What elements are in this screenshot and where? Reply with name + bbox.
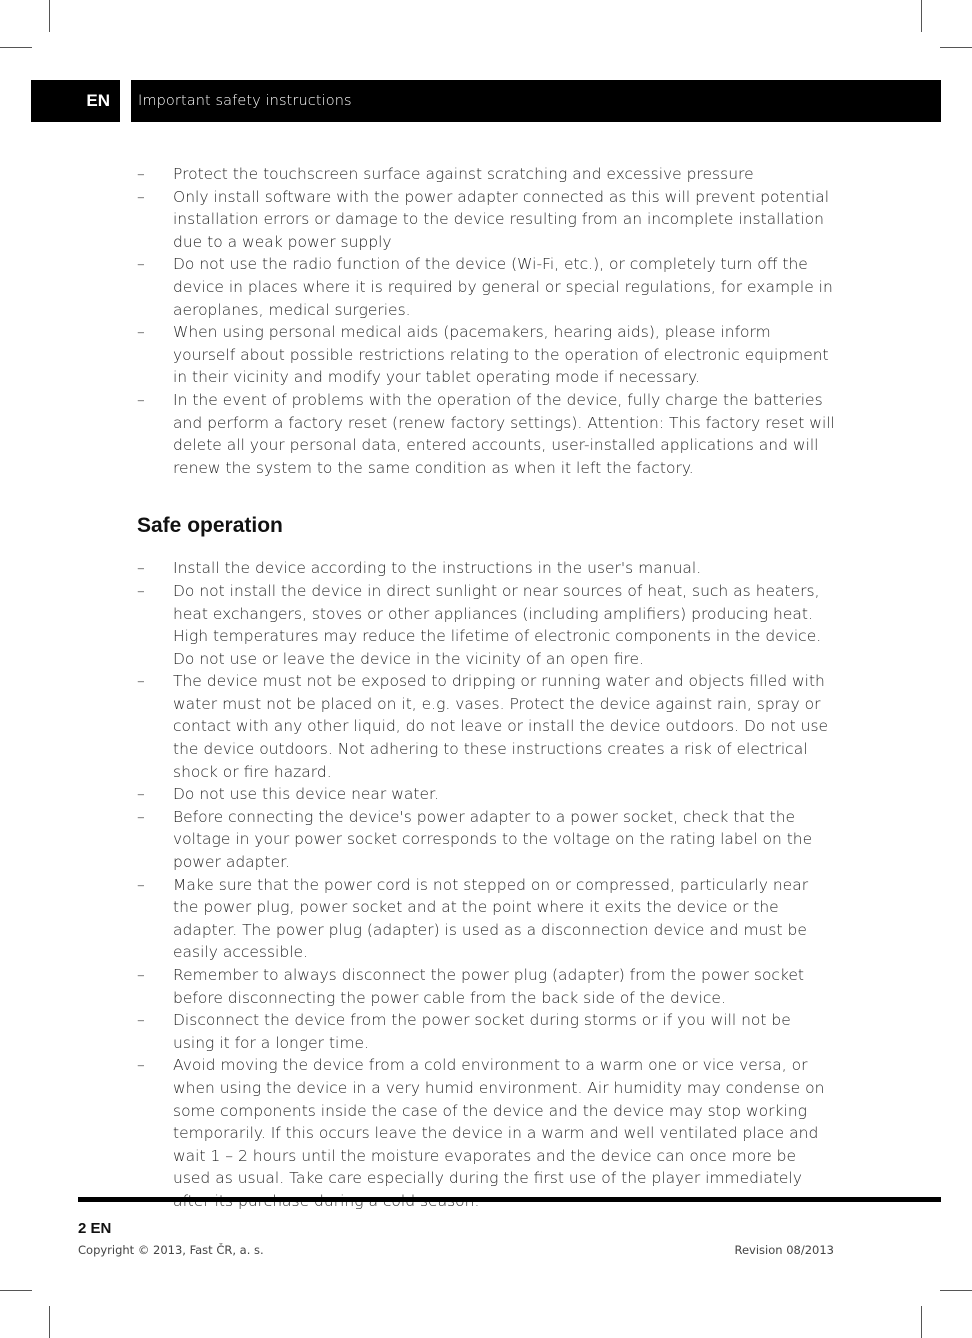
- list-item-text: In the event of problems with the operation of the device, fully charge the batteries and perform a factory reset (renew factory settings). Attention: This factory reset will delete all your personal data, entered accounts, user-installed applications and will renew the system to the same condition as when it left the factory.: [173, 390, 835, 477]
- list-item-text: Remember to always disconnect the power plug (adapter) from the power socket before disconnecting the power cable from the back side of the device.: [173, 966, 804, 1007]
- list-item: [137, 783, 837, 806]
- list-item-text: Do not use the radio function of the device (Wi-Fi, etc.), or completely turn off the device in places where it is required by general or special regulations, for example in aeroplanes, medical surgeries.: [173, 255, 833, 319]
- crop-mark: [49, 1306, 50, 1338]
- bullet-dash: –: [137, 559, 145, 578]
- list-item: [137, 389, 837, 479]
- list-item: [137, 874, 837, 964]
- bullet-dash: –: [137, 581, 145, 600]
- list-item-text: The device must not be exposed to dripping or running water and objects filled with water must not be placed on it, e.g. vases. Protect the device against rain, spray or contact with any other liquid, do not leave or install the device outdoors. Do not use the device outdoors. Not adhering to these instructions creates a risk of electrical shock or fire hazard.: [173, 672, 829, 781]
- list-item-text: Install the device according to the instructions in the user's manual.: [173, 559, 702, 578]
- page-number: 2 EN: [78, 1220, 112, 1237]
- footer-divider: [78, 1197, 941, 1202]
- list-item: [137, 670, 837, 783]
- list-item: [137, 163, 837, 186]
- bullet-dash: –: [137, 672, 145, 691]
- bullet-dash: –: [137, 1056, 145, 1075]
- language-tag: EN: [31, 80, 120, 122]
- list-item: [137, 321, 837, 389]
- crop-mark: [921, 1306, 922, 1338]
- list-item-text: When using personal medical aids (pacemakers, hearing aids), please inform yourself about possible restrictions relating to the operation of electronic equipment in their vicinity and modify your tablet operating mode if necessary.: [173, 323, 829, 387]
- safe-operation-list: [137, 557, 837, 1212]
- bullet-dash: –: [137, 785, 145, 804]
- list-item: [137, 557, 837, 580]
- list-item: [137, 1054, 837, 1212]
- bullet-dash: –: [137, 187, 145, 206]
- crop-mark: [49, 0, 50, 32]
- list-item-text: Do not install the device in direct sunlight or near sources of heat, such as heaters, heat exchangers, stoves or other appliances (including amplifiers) producing heat. High temperatures may reduce the lifetime of electronic components in the device. Do not use or leave the device in the vicinity of an open fire.: [173, 581, 822, 668]
- list-item-text: Avoid moving the device from a cold environment to a warm one or vice versa, or when using the device in a very humid environment. Air humidity may condense on some components inside the case of the device and the device may stop working temporarily. If this occurs leave the device in a warm and well ventilated place and wait 1 – 2 hours until the moisture evaporates and the device can once more be used as usual. Take care especially during the first use of the player immediately: [173, 1056, 825, 1188]
- bullet-dash: –: [137, 165, 145, 183]
- bullet-dash: –: [137, 875, 145, 894]
- list-item-text: Protect the touchscreen surface against scratching and excessive pressure: [173, 165, 754, 183]
- list-item: [137, 580, 837, 670]
- section-title: Safe operation: [137, 514, 283, 538]
- crop-mark: [0, 1290, 32, 1291]
- bullet-dash: –: [137, 390, 145, 409]
- page-header-title: Important safety instructions: [131, 80, 941, 122]
- crop-mark: [940, 47, 972, 48]
- bullet-dash: –: [137, 966, 145, 984]
- bullet-dash: –: [137, 807, 145, 826]
- crop-mark: [921, 0, 922, 32]
- page-content: [137, 163, 837, 1213]
- list-item-text: Do not use this device near water.: [173, 785, 439, 804]
- crop-mark: [0, 47, 32, 48]
- bullet-dash: –: [137, 255, 145, 274]
- revision-text: Revision 08/2013: [734, 1243, 834, 1257]
- bullet-dash: –: [137, 1011, 145, 1030]
- list-item: [137, 253, 837, 321]
- list-item: [137, 964, 837, 1009]
- list-item: [137, 186, 837, 254]
- list-item: [137, 806, 837, 874]
- list-item-text: Disconnect the device from the power socket during storms or if you will not be using it for a longer time.: [173, 1011, 791, 1052]
- copyright-text: Copyright © 2013, Fast ČR, a. s.: [78, 1243, 264, 1257]
- intro-list: [137, 163, 837, 479]
- list-item: [137, 1009, 837, 1054]
- bullet-dash: –: [137, 323, 145, 342]
- list-item-text: Make sure that the power cord is not stepped on or compressed, particularly near the power plug, power socket and at the point where it exits the device or the adapter. The power plug (adapter) is used as a disconnection device and must be easily accessible.: [173, 875, 809, 962]
- list-item-text: Before connecting the device's power adapter to a power socket, check that the voltage in your power socket corresponds to the voltage on the rating label on the power adapter.: [173, 807, 813, 872]
- list-item-text: Only install software with the power adapter connected as this will prevent potential installation errors or damage to the device resulting from an incomplete installation due to a weak power supply: [173, 187, 830, 251]
- crop-mark: [940, 1290, 972, 1291]
